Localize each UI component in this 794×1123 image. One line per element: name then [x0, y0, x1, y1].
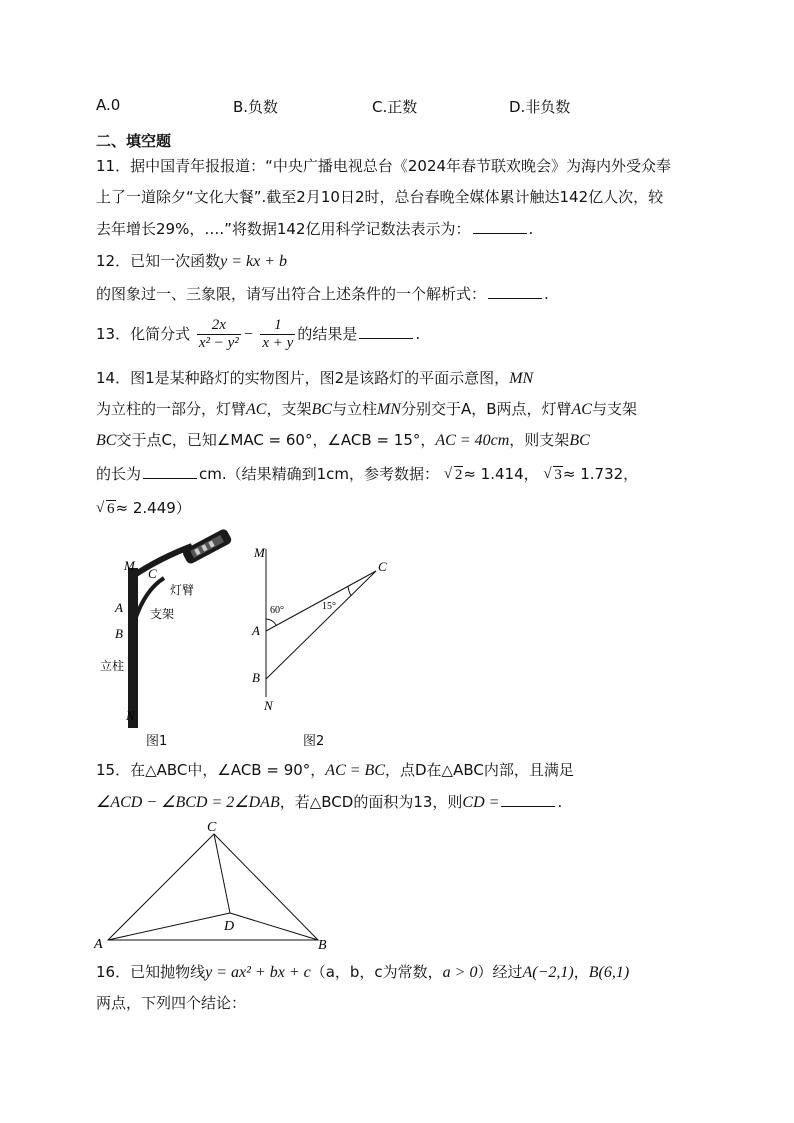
q16-formula: y = ax² + bx + c [205, 964, 311, 981]
fig1-label-a: A [115, 600, 123, 615]
q13-line [96, 314, 420, 355]
q14-line3 [96, 429, 590, 452]
q14-l4b: cm.（结果精确到1cm，参考数据： [199, 465, 440, 483]
q14-l3b: AC = 40cm [435, 432, 510, 449]
q12-prefix: 12．已知一次函数 [96, 252, 221, 270]
q13-frac1-num: 2x [197, 317, 241, 335]
q14-l2a: 为立柱的一部分，灯臂 [96, 400, 247, 418]
fig1-pole [128, 568, 138, 728]
q14-approx2: ≈ 1.732， [562, 465, 639, 483]
fig2-label-60: 60° [270, 605, 284, 616]
q12-line2-text: 的图象过一、三象限，请写出符合上述条件的一个解析式： [96, 285, 487, 303]
q14-fig1-caption: 图1 [146, 734, 168, 749]
q16-l1c: ）经过 [477, 963, 523, 981]
q12-answer-blank[interactable] [488, 282, 542, 299]
fig2-angle-arc-60 [266, 619, 276, 625]
q14-sqrt3 [543, 464, 563, 486]
q15-label-d: D [224, 919, 235, 934]
q15-l1b: AC = BC [325, 762, 385, 779]
q14-l2e: 与支架 [591, 400, 637, 418]
q14-line5 [96, 497, 191, 520]
q14-l2c: 与立柱 [331, 400, 377, 418]
q13-frac1-den: x² − y² [198, 335, 239, 351]
fig2-label-15: 15° [322, 601, 336, 612]
option-d: D.非负数 [509, 98, 571, 116]
q14-answer-blank[interactable] [143, 462, 197, 479]
q16-sep: ， [573, 963, 589, 981]
q13-fraction-1 [197, 317, 241, 352]
q14-figure-1 [100, 528, 240, 728]
option-c: C.正数 [372, 98, 418, 116]
fig2-label-b: B [252, 670, 260, 685]
q15-segment-ad [108, 913, 230, 940]
fig1-label-c: C [148, 566, 157, 581]
fig1-label-pole: 立柱 [100, 659, 125, 673]
fig1-label-n: N [126, 708, 135, 723]
q14-l3a: 交于点C，已知∠MAC = 60°，∠ACB = 15°， [116, 431, 436, 449]
q14-approx1: ≈ 1.414， [463, 465, 539, 483]
q13-answer-blank[interactable] [359, 322, 413, 339]
q14-l2b: ，支架 [266, 400, 312, 418]
fig1-label-m: M [124, 558, 135, 573]
q13-end: . [415, 325, 421, 343]
q15-l2a: ∠ACD − ∠BCD = 2∠DAB [96, 794, 280, 811]
fig2-segment-ac [266, 571, 376, 631]
q16-l1a: 16．已知抛物线 [96, 963, 206, 981]
q13-prefix: 13．化简分式 [96, 325, 191, 343]
q11-line3-text: 去年增长29%，….”将数据142亿用科学记数法表示为： [96, 220, 471, 238]
fig1-label-b: B [115, 626, 123, 641]
q14-figure-2 [248, 545, 398, 715]
q16-l1b: （a，b，c为常数， [310, 963, 443, 981]
q14-mn-1: MN [509, 370, 534, 387]
q14-sqrt2-val: 2 [454, 467, 463, 483]
q14-l2d: 分别交于A，B两点，灯臂 [400, 400, 572, 418]
fig1-label-bracket: 支架 [150, 607, 175, 621]
q14-bc-3: BC [569, 432, 590, 449]
q14-approx3: ≈ 2.449） [115, 499, 191, 517]
q13-minus: − [242, 326, 254, 343]
q15-figure [92, 816, 342, 954]
q14-line2 [96, 398, 637, 421]
q14-sqrt2 [444, 464, 464, 486]
q14-l3c: ，则支架 [509, 431, 570, 449]
q11-end: . [528, 220, 534, 238]
q14-fig2-caption: 图2 [303, 734, 325, 749]
q15-label-b: B [318, 938, 327, 953]
q11-line3 [96, 217, 533, 240]
fig1-label-arm: 灯臂 [170, 583, 195, 597]
q14-sqrt3-val: 3 [554, 467, 562, 483]
option-b: B.负数 [233, 98, 279, 116]
q16-point-a: A(−2,1) [522, 964, 574, 981]
q15-triangle-abc [108, 834, 318, 940]
q13-fraction-2 [260, 317, 295, 352]
q15-label-a: A [94, 937, 103, 952]
q16-line1 [96, 961, 629, 984]
q14-line4 [96, 462, 638, 486]
q13-suffix: 的结果是 [297, 325, 358, 343]
option-a: A.0 [96, 96, 121, 114]
q15-label-c: C [207, 820, 217, 835]
q14-mn-2: MN [376, 401, 401, 418]
q14-line1 [96, 367, 533, 390]
q11-answer-blank[interactable] [473, 217, 527, 234]
q16-line2: 两点，下列四个结论： [96, 994, 247, 1012]
fig2-segment-bc [266, 571, 376, 679]
q15-l2b: ，若△BCD的面积为13，则 [279, 793, 463, 811]
q14-ac-1: AC [246, 401, 267, 418]
q14-sqrt6 [96, 498, 116, 520]
q14-ac-2: AC [571, 401, 592, 418]
q16-cond: a > 0 [442, 964, 478, 981]
q15-cd: CD = [462, 794, 500, 811]
q14-bc-2: BC [96, 432, 117, 449]
q15-line2 [96, 790, 562, 814]
q12-line1 [96, 250, 287, 273]
fig2-label-m: M [254, 545, 265, 560]
q15-l1a: 15．在△ABC中，∠ACB = 90°， [96, 761, 326, 779]
q12-formula: y = kx + b [220, 253, 287, 270]
q14-l4a: 的长为 [96, 465, 142, 483]
q15-answer-blank[interactable] [501, 790, 555, 807]
fig2-angle-arc-15 [348, 586, 351, 596]
q15-end: . [557, 793, 563, 811]
q15-line1 [96, 759, 574, 782]
fig2-label-a: A [252, 623, 260, 638]
q11-line2: 上了一道除夕“文化大餐”.截至2月10日2时，总台春晚全媒体累计触达142亿人次，较 [96, 188, 664, 206]
q13-frac2-den: x + y [262, 335, 294, 351]
q11-line1: 11．据中国青年报报道：“中央广播电视总台《2024年春节联欢晚会》为海内外受众奉 [96, 157, 672, 175]
section-title: 二、填空题 [96, 132, 172, 150]
fig1-lamp-arm [133, 546, 192, 576]
q12-end: . [544, 285, 549, 303]
q12-line2 [96, 282, 549, 305]
q14-line1-text: 14．图1是某种路灯的实物图片，图2是该路灯的平面示意图， [96, 369, 510, 387]
q14-sqrt6-val: 6 [107, 501, 115, 517]
q14-bc-1: BC [311, 401, 332, 418]
fig2-label-c: C [378, 559, 387, 574]
fig2-label-n: N [264, 698, 273, 713]
q13-frac2-num: 1 [260, 317, 295, 335]
q15-segment-cd [214, 834, 230, 913]
q15-l1c: ，点D在△ABC内部，且满足 [384, 761, 574, 779]
q16-point-b: B(6,1) [588, 964, 630, 981]
